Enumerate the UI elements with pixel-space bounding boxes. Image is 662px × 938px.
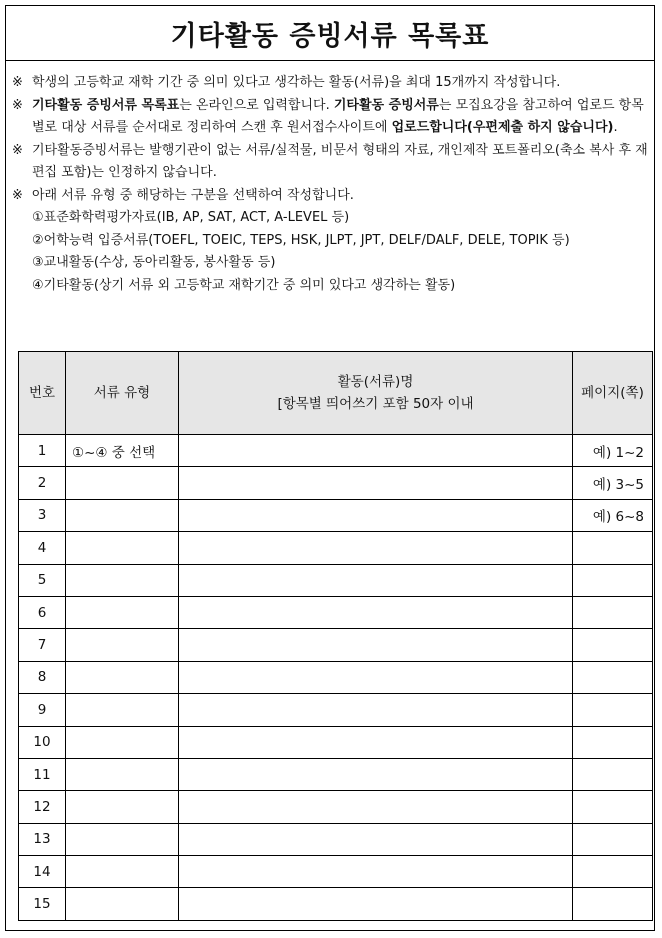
option-2: ②어학능력 입증서류(TOEFL, TOEIC, TEPS, HSK, JLPT, JPT, DELF/DALF, DELE, TOPIK 등) bbox=[32, 232, 570, 248]
reference-mark-icon: ※ bbox=[12, 97, 23, 113]
document-type-cell[interactable] bbox=[66, 499, 179, 531]
document-type-cell[interactable] bbox=[66, 532, 179, 564]
activity-name-cell[interactable] bbox=[179, 499, 573, 531]
activity-name-cell[interactable] bbox=[179, 532, 573, 564]
document-type-cell[interactable] bbox=[66, 629, 179, 661]
note-3 bbox=[12, 140, 648, 185]
document-type-cell[interactable] bbox=[66, 758, 179, 790]
activity-name-cell[interactable] bbox=[179, 564, 573, 596]
reference-mark-icon: ※ bbox=[12, 187, 23, 203]
header-activity-name bbox=[179, 352, 573, 435]
page-range-cell[interactable] bbox=[573, 758, 653, 790]
table-row bbox=[19, 596, 653, 628]
row-number-cell: 12 bbox=[19, 791, 66, 823]
row-number-cell: 13 bbox=[19, 823, 66, 855]
row-number-cell: 8 bbox=[19, 661, 66, 693]
reference-mark-icon: ※ bbox=[12, 142, 23, 158]
note-2-bold-2: 기타활동 증빙서류 bbox=[333, 97, 439, 113]
page-range-cell[interactable] bbox=[573, 596, 653, 628]
table-row bbox=[19, 726, 653, 758]
page-range-cell[interactable] bbox=[573, 629, 653, 661]
row-number-cell: 10 bbox=[19, 726, 66, 758]
note-3-text: 기타활동증빙서류는 발행기관이 없는 서류/실적물, 비문서 형태의 자료, 개인제작 포트폴리오(축소 복사 후 재편집 포함)는 인정하지 않습니다. bbox=[32, 142, 648, 180]
reference-mark-icon: ※ bbox=[12, 75, 23, 90]
note-2-text-3: . bbox=[613, 120, 618, 135]
row-number-cell: 5 bbox=[19, 564, 66, 596]
table-row bbox=[19, 435, 653, 467]
activity-name-cell[interactable] bbox=[179, 791, 573, 823]
document-type-cell[interactable] bbox=[66, 823, 179, 855]
row-number-cell: 15 bbox=[19, 888, 66, 920]
note-1 bbox=[12, 72, 648, 95]
option-1: ①표준화학력평가자료(IB, AP, SAT, ACT, A-LEVEL 등) bbox=[32, 210, 350, 225]
activity-name-cell[interactable] bbox=[179, 726, 573, 758]
activity-name-cell[interactable] bbox=[179, 629, 573, 661]
row-number-cell: 7 bbox=[19, 629, 66, 661]
table-row bbox=[19, 629, 653, 661]
table-row bbox=[19, 888, 653, 920]
document-type-cell[interactable] bbox=[66, 467, 179, 499]
activity-name-cell[interactable] bbox=[179, 694, 573, 726]
activity-name-cell[interactable] bbox=[179, 435, 573, 467]
table-header-row bbox=[19, 352, 653, 435]
activity-name-cell[interactable] bbox=[179, 467, 573, 499]
activity-name-cell[interactable] bbox=[179, 856, 573, 888]
table-row bbox=[19, 564, 653, 596]
row-number-cell: 2 bbox=[19, 467, 66, 499]
table-row bbox=[19, 694, 653, 726]
note-2-text-2: 는 모집요강을 참고하여 업로드 항목별로 대상 서류를 순서대로 정리하여 스캔 후 원서접수사이트에 bbox=[32, 97, 644, 135]
table-body bbox=[19, 435, 653, 921]
title-divider bbox=[6, 60, 654, 61]
header-document-type: 서류 유형 bbox=[66, 352, 179, 435]
table-row bbox=[19, 823, 653, 855]
row-number-cell: 6 bbox=[19, 596, 66, 628]
page-range-cell[interactable] bbox=[573, 856, 653, 888]
row-number-cell: 1 bbox=[19, 435, 66, 467]
instructions bbox=[12, 72, 648, 297]
activity-name-cell[interactable] bbox=[179, 823, 573, 855]
table-row bbox=[19, 532, 653, 564]
page-range-cell[interactable] bbox=[573, 694, 653, 726]
header-number: 번호 bbox=[19, 352, 66, 435]
document-type-cell[interactable] bbox=[66, 661, 179, 693]
page-range-cell[interactable] bbox=[573, 823, 653, 855]
header-activity-name-line2: [항목별 띄어쓰기 포함 50자 이내 bbox=[277, 396, 474, 412]
note-2 bbox=[12, 95, 648, 140]
document-type-cell[interactable] bbox=[66, 791, 179, 823]
document-type-cell[interactable] bbox=[66, 596, 179, 628]
document-type-cell[interactable] bbox=[66, 726, 179, 758]
header-page: 페이지(쪽) bbox=[573, 352, 653, 435]
note-2-bold-1: 기타활동 증빙서류 목록표 bbox=[32, 97, 180, 113]
document-type-cell[interactable]: ①~④ 중 선택 bbox=[66, 435, 179, 467]
note-2-text-1: 는 온라인으로 입력합니다. bbox=[179, 97, 334, 113]
table-row bbox=[19, 467, 653, 499]
page-range-cell[interactable] bbox=[573, 661, 653, 693]
table-row bbox=[19, 499, 653, 531]
option-4: ④기타활동(상기 서류 외 고등학교 재학기간 중 의미 있다고 생각하는 활동) bbox=[32, 277, 456, 293]
note-4-text: 아래 서류 유형 중 해당하는 구분을 선택하여 작성합니다. bbox=[32, 187, 354, 203]
table-row bbox=[19, 758, 653, 790]
document-type-cell[interactable] bbox=[66, 856, 179, 888]
row-number-cell: 11 bbox=[19, 758, 66, 790]
page-range-cell[interactable] bbox=[573, 532, 653, 564]
table-row bbox=[19, 791, 653, 823]
document-type-cell[interactable] bbox=[66, 888, 179, 920]
document-frame bbox=[5, 5, 655, 931]
table-row bbox=[19, 661, 653, 693]
activity-name-cell[interactable] bbox=[179, 888, 573, 920]
row-number-cell: 9 bbox=[19, 694, 66, 726]
header-activity-name-line1: 활동(서류)명 bbox=[337, 374, 414, 390]
page-range-cell[interactable]: 예) 3~5 bbox=[573, 467, 653, 499]
activity-name-cell[interactable] bbox=[179, 661, 573, 693]
table-row bbox=[19, 856, 653, 888]
row-number-cell: 14 bbox=[19, 856, 66, 888]
document-title: 기타활동 증빙서류 목록표 bbox=[170, 21, 490, 52]
activity-list-table bbox=[18, 351, 653, 921]
page-range-cell[interactable]: 예) 1~2 bbox=[573, 435, 653, 467]
row-number-cell: 4 bbox=[19, 532, 66, 564]
document-type-cell[interactable] bbox=[66, 564, 179, 596]
page-range-cell[interactable]: 예) 6~8 bbox=[573, 499, 653, 531]
document-type-cell[interactable] bbox=[66, 694, 179, 726]
note-1-text: 학생의 고등학교 재학 기간 중 의미 있다고 생각하는 활동(서류)을 최대 15개까지 작성합니다. bbox=[32, 75, 561, 90]
page-range-cell[interactable] bbox=[573, 726, 653, 758]
option-3: ③교내활동(수상, 동아리활동, 봉사활동 등) bbox=[32, 255, 276, 270]
activity-name-cell[interactable] bbox=[179, 596, 573, 628]
note-2-bold-3: 업로드합니다(우편제출 하지 않습니다) bbox=[391, 120, 614, 135]
note-4 bbox=[12, 185, 648, 208]
page-range-cell[interactable] bbox=[573, 791, 653, 823]
row-number-cell: 3 bbox=[19, 499, 66, 531]
page-range-cell[interactable] bbox=[573, 888, 653, 920]
page-range-cell[interactable] bbox=[573, 564, 653, 596]
activity-name-cell[interactable] bbox=[179, 758, 573, 790]
